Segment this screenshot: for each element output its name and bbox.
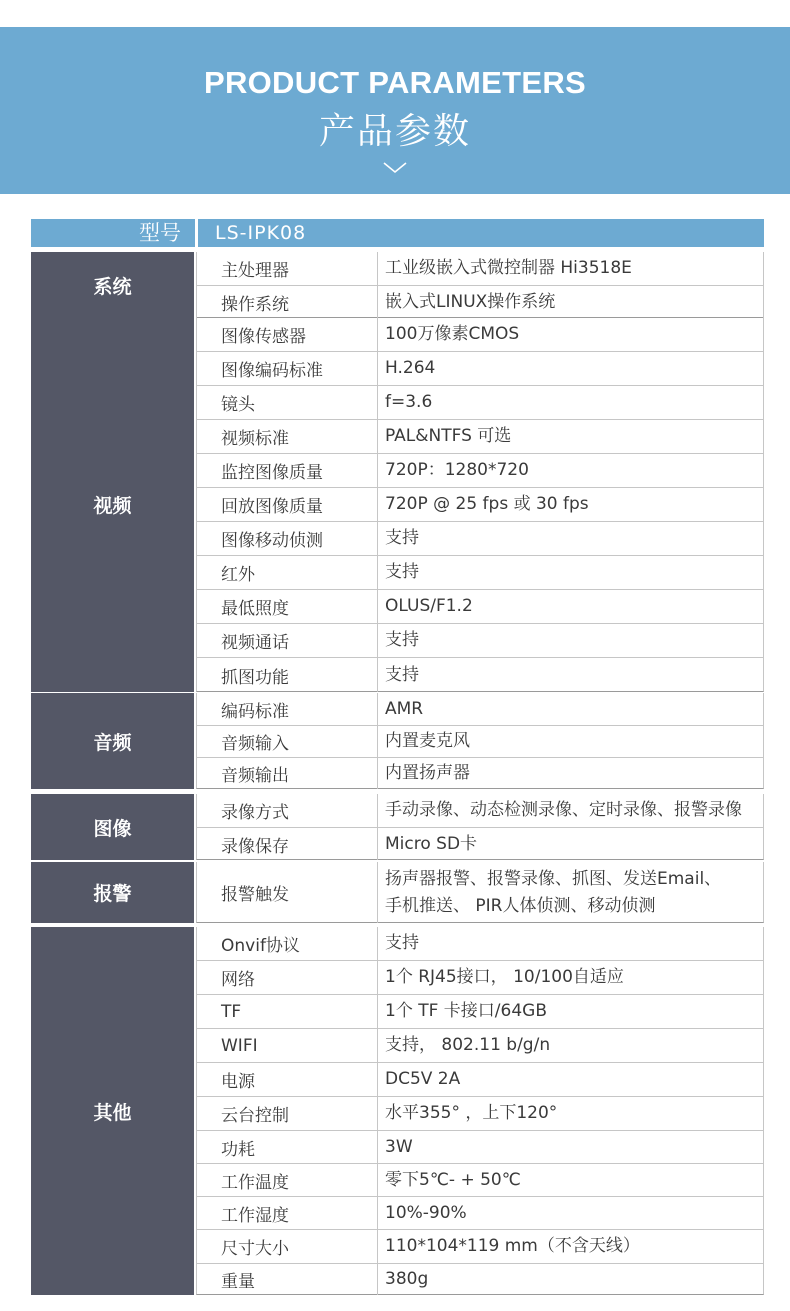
parameter-value: 110*104*119 mm（不含天线）: [385, 1236, 640, 1256]
parameter-name: Onvif协议: [221, 936, 300, 956]
parameter-name: 视频标准: [221, 429, 289, 449]
parameter-name: 工作温度: [221, 1172, 289, 1193]
parameter-value: 工业级嵌入式微控制器 Hi3518E: [385, 258, 632, 278]
table-row: [197, 1096, 763, 1130]
parameter-value: 支持: [385, 664, 419, 685]
table-row: [197, 419, 763, 453]
table-row: [197, 285, 763, 318]
table-row: [197, 385, 763, 419]
parameter-value: 支持: [385, 528, 419, 548]
parameter-value: DC5V 2A: [385, 1069, 461, 1089]
model-row: [31, 219, 764, 247]
parameter-value: 扬声器报警、报警录像、抓图、发送Email、 手机推送、 PIR人体侦测、移动侦测: [385, 868, 722, 916]
category-label: 系统: [31, 252, 194, 318]
table-row: [197, 994, 763, 1028]
parameter-name: 报警触发: [221, 885, 289, 905]
parameter-value: 720P @ 25 fps 或 30 fps: [385, 494, 589, 514]
table-row: [197, 1130, 763, 1163]
parameter-name: 音频输出: [221, 766, 289, 786]
table-row: [197, 725, 763, 757]
parameter-name: 回放图像质量: [221, 497, 323, 517]
parameter-value: 720P：1280*720: [385, 460, 529, 480]
table-row: [197, 1229, 763, 1263]
table-row: [197, 555, 763, 589]
parameter-list: [196, 862, 764, 923]
parameter-name: 监控图像质量: [221, 463, 323, 483]
parameter-name: 电源: [221, 1072, 255, 1092]
parameter-name: 图像编码标准: [221, 361, 323, 381]
parameter-name: 红外: [221, 565, 255, 585]
parameter-value: 1个 RJ45接口， 10/100自适应: [385, 967, 624, 987]
model-divider: [195, 219, 198, 247]
table-row: [197, 657, 763, 692]
chevron-down-icon: [383, 161, 407, 175]
parameter-name: 尺寸大小: [221, 1239, 289, 1259]
parameter-value: 水平355° ，上下120°: [385, 1103, 558, 1123]
parameter-name: 操作系统: [221, 294, 289, 315]
table-row: [197, 453, 763, 487]
parameter-name: 镜头: [221, 395, 255, 415]
table-row: [197, 693, 763, 725]
parameter-name: 编码标准: [221, 701, 289, 722]
parameter-value: H.264: [385, 358, 436, 378]
parameter-value: PAL&NTFS 可选: [385, 426, 512, 446]
category-label: 音频: [31, 693, 194, 789]
category-label: 视频: [31, 317, 194, 692]
parameter-list: [196, 317, 764, 692]
table-row: [197, 487, 763, 521]
parameter-value: 内置麦克风: [385, 731, 470, 751]
table-row: [197, 317, 763, 351]
parameter-name: 音频输入: [221, 734, 289, 754]
header-banner: [0, 27, 790, 194]
parameter-value: OLUS/F1.2: [385, 596, 473, 616]
parameter-name: 图像传感器: [221, 326, 306, 347]
parameter-value: 支持， 802.11 b/g/n: [385, 1035, 551, 1055]
table-row: [197, 1196, 763, 1229]
parameter-name: 抓图功能: [221, 667, 289, 688]
parameter-name: 最低照度: [221, 599, 289, 619]
parameter-name: 录像保存: [221, 836, 289, 857]
spec-group: [31, 317, 764, 692]
table-row: [197, 589, 763, 623]
parameter-value: 手动录像、动态检测录像、定时录像、报警录像: [385, 800, 742, 820]
spec-group: [31, 927, 764, 1295]
parameter-value: 380g: [385, 1269, 429, 1289]
spec-group: [31, 862, 764, 923]
parameter-name: 视频通话: [221, 633, 289, 653]
model-label: 型号: [139, 221, 181, 245]
category-label: 报警: [31, 862, 194, 923]
table-row: [197, 1163, 763, 1196]
parameter-name: 云台控制: [221, 1106, 289, 1126]
parameter-list: [196, 693, 764, 789]
table-row: [197, 757, 763, 789]
parameter-value: 10%-90%: [385, 1202, 467, 1223]
spec-group: [31, 252, 764, 318]
parameter-name: 图像移动侦测: [221, 531, 323, 551]
parameter-value: 支持: [385, 933, 419, 953]
parameter-name: 工作湿度: [221, 1205, 289, 1226]
table-row: [197, 960, 763, 994]
spec-group: [31, 693, 764, 789]
table-row: [197, 1062, 763, 1096]
parameter-value: 零下5℃- + 50℃: [385, 1169, 521, 1190]
title-english: PRODUCT PARAMETERS: [203, 65, 586, 100]
parameter-value: 100万像素CMOS: [385, 323, 520, 344]
parameter-name: WIFI: [221, 1035, 258, 1056]
parameter-list: [196, 927, 764, 1295]
parameter-value: 支持: [385, 562, 419, 582]
table-row: [197, 862, 763, 923]
table-row: [197, 351, 763, 385]
parameter-value: AMR: [385, 698, 424, 719]
parameter-value: f=3.6: [385, 392, 433, 412]
table-row: [197, 794, 763, 827]
parameter-name: TF: [221, 1001, 242, 1022]
category-label: 其他: [31, 927, 194, 1295]
table-row: [197, 1263, 763, 1295]
parameter-value: 3W: [385, 1136, 413, 1157]
table-row: [197, 827, 763, 860]
parameter-name: 重量: [221, 1272, 255, 1292]
table-row: [197, 623, 763, 657]
parameter-value: 内置扬声器: [385, 763, 470, 783]
model-value: LS-IPK08: [215, 222, 307, 244]
category-label: 图像: [31, 794, 194, 860]
parameter-list: [196, 252, 764, 318]
parameter-value: Micro SD卡: [385, 833, 478, 854]
table-row: [197, 521, 763, 555]
parameter-list: [196, 794, 764, 860]
title-chinese: 产品参数: [318, 111, 471, 152]
parameter-name: 功耗: [221, 1139, 255, 1160]
table-row: [197, 252, 763, 285]
spec-group: [31, 794, 764, 860]
parameter-value: 支持: [385, 630, 419, 650]
parameter-value: 嵌入式LINUX操作系统: [385, 291, 556, 312]
table-row: [197, 927, 763, 960]
parameter-value: 1个 TF 卡接口/64GB: [385, 1001, 547, 1021]
parameter-name: 网络: [221, 970, 255, 990]
parameter-name: 录像方式: [221, 803, 289, 823]
parameter-name: 主处理器: [221, 261, 289, 281]
table-row: [197, 1028, 763, 1062]
